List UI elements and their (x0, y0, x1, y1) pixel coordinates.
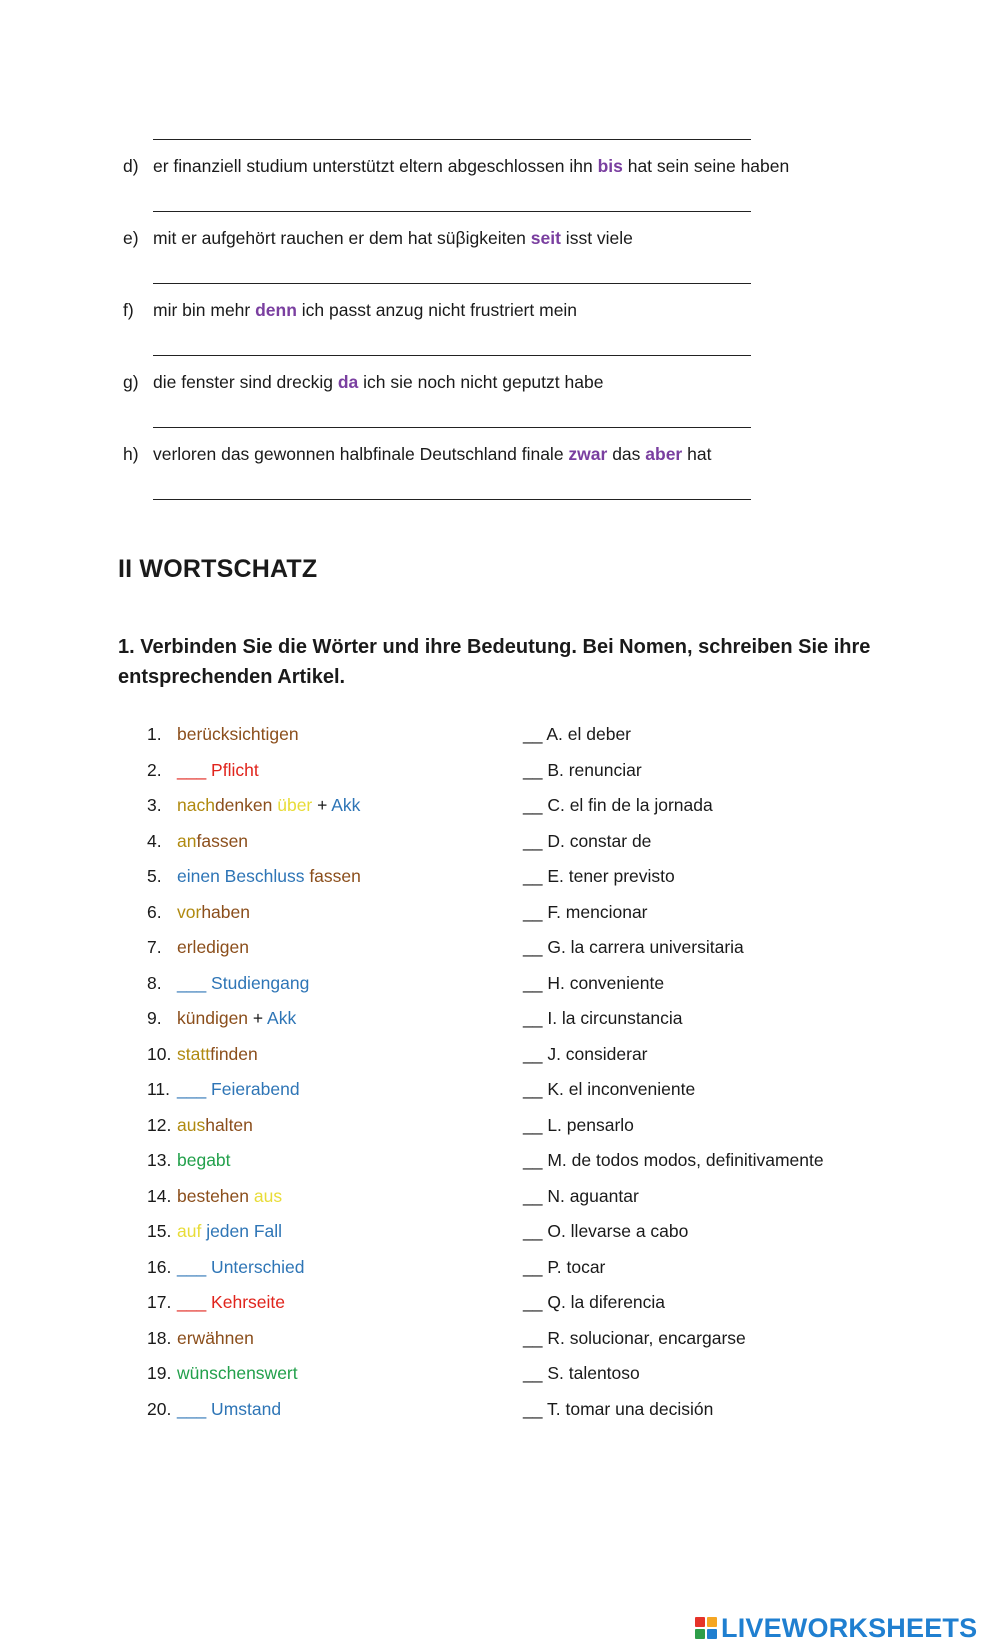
logo-text: LIVEWORKSHEETS (721, 1612, 978, 1643)
answer-line[interactable] (153, 427, 751, 428)
meaning-item[interactable]: __ Q. la diferencia (523, 1292, 666, 1312)
vocab-word: einen Beschluss (177, 866, 310, 886)
answer-line[interactable] (153, 355, 751, 356)
vocab-item (147, 1043, 258, 1065)
meaning-item[interactable]: __ I. la circunstancia (523, 1008, 683, 1028)
vocab-word: statt (177, 1043, 211, 1064)
vocab-item (147, 759, 259, 781)
vocab-word: auf (177, 1221, 202, 1241)
answer-line[interactable] (153, 211, 751, 212)
vocab-word: Akk (267, 1008, 297, 1028)
vocab-item (147, 794, 360, 816)
sentence-text: mit er aufgehört rauchen er dem hat süβigkeiten (153, 228, 531, 248)
sentence-letter: e) (123, 228, 139, 248)
keyword: da (337, 372, 359, 392)
meaning-item[interactable]: __ A. el deber (523, 724, 631, 744)
vocab-number: 7. (147, 937, 162, 957)
sentence-text: mir bin mehr (153, 300, 256, 320)
vocab-word: vor (177, 901, 202, 922)
vocab-number: 6. (147, 901, 162, 922)
vocab-word: ___ Kehrseite (177, 1292, 285, 1312)
vocab-number: 9. (147, 1008, 162, 1028)
keyword: aber (645, 444, 683, 464)
vocab-item (147, 830, 248, 852)
vocab-item (147, 901, 250, 923)
vocab-word: jeden Fall (201, 1221, 283, 1241)
meaning-item[interactable]: __ N. aguantar (523, 1185, 639, 1206)
keyword: denn (255, 300, 297, 320)
vocab-word: begabt (177, 1150, 231, 1170)
vocab-item (147, 1256, 304, 1278)
sentence-text: die fenster sind dreckig (153, 372, 338, 392)
vocab-word: denken (214, 795, 278, 815)
vocab-word: haben (201, 901, 250, 922)
meaning-item[interactable]: __ B. renunciar (523, 759, 642, 780)
logo-square (707, 1617, 717, 1627)
vocab-word: finden (210, 1043, 258, 1064)
vocab-item (147, 1220, 282, 1242)
vocab-number: 8. (147, 972, 162, 993)
sentence-text: isst viele (560, 228, 633, 248)
vocab-number: 14. (147, 1185, 172, 1206)
sentence-text: das (607, 444, 646, 464)
sentence-letter: g) (123, 372, 139, 392)
logo-mark-icon (695, 1617, 717, 1639)
sentence-text: hat (682, 444, 712, 464)
meaning-item[interactable]: __ C. el fin de la jornada (523, 795, 713, 815)
logo-square (707, 1629, 717, 1639)
vocab-number: 16. (147, 1256, 172, 1277)
sentence-text: ich sie noch nicht geputzt habe (358, 372, 604, 392)
task-instruction: 1. Verbinden Sie die Wörter und ihre Bedeutung. Bei Nomen, schreiben Sie ihre entsprechenden Artikel. (118, 636, 871, 688)
meaning-item[interactable]: __ H. conveniente (523, 972, 665, 993)
keyword: seit (530, 228, 561, 248)
meaning-item[interactable]: __ F. mencionar (523, 901, 648, 922)
meaning-item[interactable]: __ E. tener previsto (523, 866, 675, 886)
meaning-item[interactable]: __ P. tocar (523, 1256, 606, 1277)
meaning-item[interactable]: __ J. considerar (523, 1043, 648, 1064)
vocab-word: Akk (331, 795, 361, 815)
vocab-number: 18. (147, 1327, 172, 1348)
section-title: II WORTSCHATZ (118, 555, 318, 583)
vocab-item (147, 865, 361, 887)
sentence-text: ich passt anzug nicht frustriert mein (296, 300, 578, 320)
meaning-item[interactable]: __ S. talentoso (523, 1363, 640, 1383)
meaning-item[interactable]: __ K. el inconveniente (523, 1079, 696, 1099)
vocab-number: 1. (147, 724, 162, 744)
vocab-item (147, 1007, 296, 1029)
vocab-word: bestehen (177, 1185, 254, 1206)
sentence-text: er finanziell studium unterstützt eltern abgeschlossen ihn (153, 156, 598, 176)
vocab-number: 3. (147, 795, 162, 815)
sentence-row (123, 299, 577, 321)
sentence-text: verloren das gewonnen halbfinale Deutschland finale (153, 444, 569, 464)
logo-square (695, 1629, 705, 1639)
vocab-number: 4. (147, 830, 162, 851)
sentence-text: hat sein seine haben (622, 156, 790, 176)
sentence-letter: d) (123, 156, 139, 176)
vocab-item (147, 723, 299, 745)
sentence-letter: f) (123, 300, 134, 320)
vocab-word: ___ Studiengang (177, 972, 310, 993)
sentence-row (123, 371, 603, 393)
meaning-item[interactable]: __ L. pensarlo (523, 1114, 634, 1135)
vocab-item (147, 1149, 231, 1171)
vocab-number: 20. (147, 1398, 172, 1419)
vocab-word: fassen (196, 830, 249, 851)
vocab-item (147, 1185, 282, 1207)
vocab-item (147, 1362, 298, 1384)
meaning-item[interactable]: __ D. constar de (523, 830, 652, 851)
vocab-word: erwähnen (177, 1327, 254, 1348)
sentence-row (123, 155, 789, 177)
vocab-item (147, 1398, 281, 1420)
vocab-number: 11. (147, 1079, 171, 1099)
answer-line[interactable] (153, 283, 751, 284)
vocab-word: halten (205, 1114, 253, 1135)
vocab-word: berücksichtigen (177, 724, 299, 744)
vocab-word: ___ Unterschied (177, 1256, 305, 1277)
vocab-number: 13. (147, 1150, 172, 1170)
vocab-item (147, 936, 249, 958)
vocab-word: aus (177, 1114, 206, 1135)
vocab-word: erledigen (177, 937, 249, 957)
liveworksheets-logo (695, 1613, 977, 1643)
vocab-item (147, 1327, 254, 1349)
vocab-word: kündigen (177, 1008, 249, 1028)
vocab-number: 17. (147, 1292, 172, 1312)
vocab-word: ___ Feierabend (177, 1079, 300, 1099)
meaning-item[interactable]: __ T. tomar una decisión (523, 1398, 714, 1419)
vocab-word: fassen (309, 866, 361, 886)
vocab-item (147, 972, 309, 994)
vocab-item (147, 1078, 300, 1100)
keyword: bis (597, 156, 623, 176)
vocab-word: wünschenswert (177, 1363, 298, 1383)
meaning-item[interactable]: __ M. de todos modos, definitivamente (523, 1150, 824, 1170)
vocab-word: ___ Umstand (177, 1398, 282, 1419)
vocab-word: ___ Pflicht (177, 759, 259, 780)
sentence-row (123, 227, 633, 249)
meaning-item[interactable]: __ G. la carrera universitaria (523, 937, 744, 957)
vocab-word: nach (177, 795, 215, 815)
vocab-number: 2. (147, 759, 162, 780)
vocab-item (147, 1114, 253, 1136)
vocab-number: 10. (147, 1043, 172, 1064)
vocab-word: an (177, 830, 197, 851)
vocab-word: aus (253, 1185, 283, 1206)
vocab-number: 5. (147, 866, 162, 886)
logo-square (695, 1617, 705, 1627)
keyword: zwar (568, 444, 608, 464)
sentence-row (123, 443, 711, 465)
meaning-item[interactable]: __ R. solucionar, encargarse (523, 1327, 746, 1348)
meaning-item[interactable]: __ O. llevarse a cabo (523, 1221, 689, 1241)
vocab-word: über (277, 795, 313, 815)
answer-line[interactable] (153, 139, 751, 140)
vocab-word: + (248, 1008, 268, 1028)
answer-line[interactable] (153, 499, 751, 500)
vocab-item (147, 1291, 285, 1313)
vocab-number: 12. (147, 1114, 172, 1135)
vocab-word: + (312, 795, 332, 815)
sentence-letter: h) (123, 444, 139, 464)
vocab-number: 15. (147, 1221, 172, 1241)
vocab-number: 19. (147, 1363, 172, 1383)
